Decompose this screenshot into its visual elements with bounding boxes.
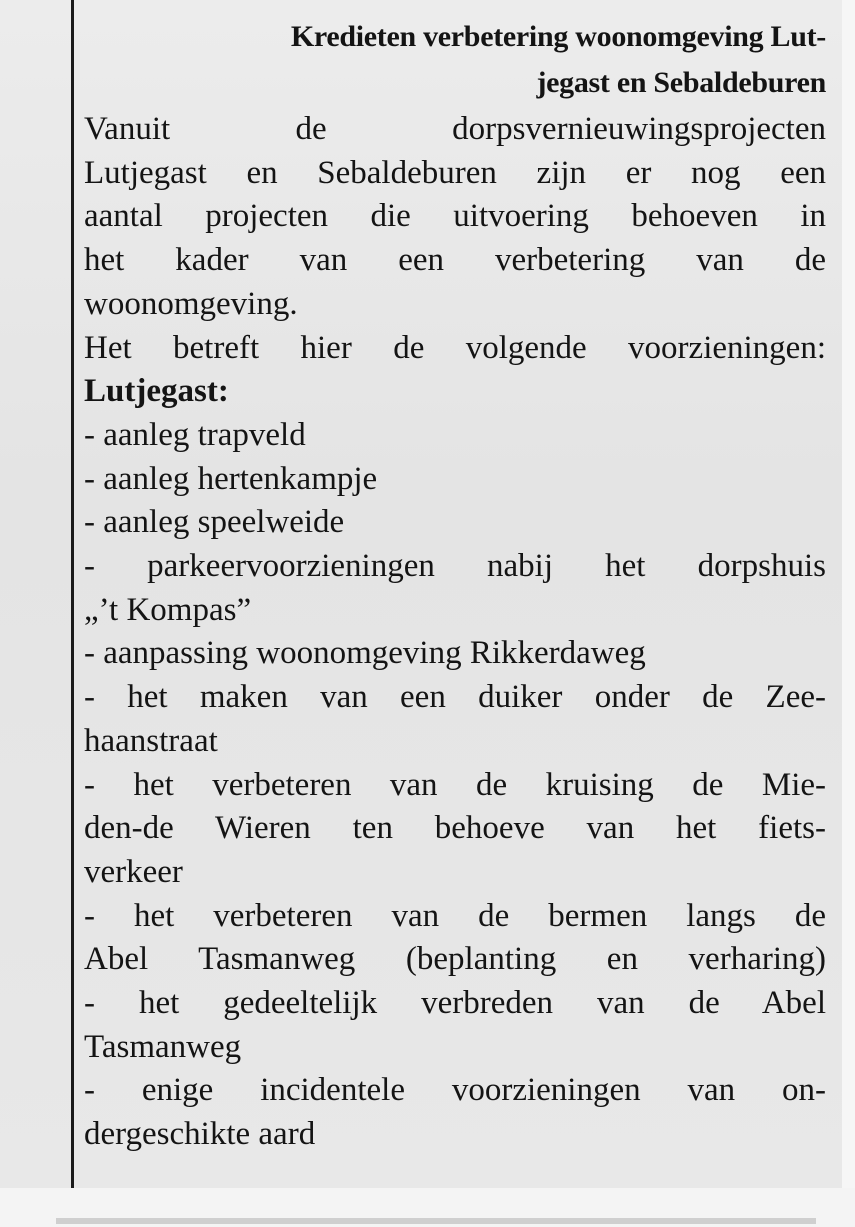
article-line: Abel Tasmanweg (beplanting en verharing) bbox=[84, 941, 826, 978]
article-line: - het gedeeltelijk verbreden van de Abel bbox=[84, 985, 826, 1022]
article-line: woonomgeving. bbox=[84, 285, 298, 322]
article-line: - aanpassing woonomgeving Rikkerdaweg bbox=[84, 635, 646, 672]
article-line: - het verbeteren van de bermen langs de bbox=[84, 897, 826, 934]
article-line: dergeschikte aard bbox=[84, 1116, 316, 1153]
column-rule bbox=[71, 0, 74, 1188]
article-line: - aanleg speelweide bbox=[84, 504, 345, 541]
article-line: Het betreft hier de volgende voorzieningen: bbox=[84, 329, 826, 366]
headline-line: jegast en Sebaldeburen bbox=[536, 66, 826, 99]
article-line: - aanleg hertenkampje bbox=[84, 460, 378, 497]
article-line: het kader van een verbetering van de bbox=[84, 242, 826, 279]
article bbox=[84, 14, 826, 1157]
article-line: den-de Wieren ten behoeve van het fiets- bbox=[84, 810, 826, 847]
article-line: - aanleg trapveld bbox=[84, 416, 306, 453]
article-line: Lutjegast en Sebaldeburen zijn er nog een bbox=[84, 154, 826, 191]
article-line: aantal projecten die uitvoering behoeven in bbox=[84, 198, 826, 235]
article-line: „’t Kompas” bbox=[84, 591, 252, 628]
article-line: verkeer bbox=[84, 853, 183, 890]
article-line: - het maken van een duiker onder de Zee- bbox=[84, 679, 826, 716]
section-heading: Lutjegast: bbox=[84, 373, 229, 410]
clipping-edge bbox=[842, 0, 855, 1227]
article-line: - parkeervoorzieningen nabij het dorpshuis bbox=[84, 548, 826, 585]
page-shadow bbox=[56, 1218, 816, 1224]
article-line: - het verbeteren van de kruising de Mie- bbox=[84, 766, 826, 803]
headline-line: Kredieten verbetering woonomgeving Lut- bbox=[290, 20, 826, 53]
article-body bbox=[84, 108, 826, 1157]
article-line: haanstraat bbox=[84, 722, 218, 759]
article-line: Vanuit de dorpsvernieuwingsprojecten bbox=[84, 111, 826, 147]
article-headline bbox=[84, 14, 826, 106]
article-line: - enige incidentele voorzieningen van on- bbox=[84, 1072, 826, 1109]
article-line: Tasmanweg bbox=[84, 1028, 242, 1065]
